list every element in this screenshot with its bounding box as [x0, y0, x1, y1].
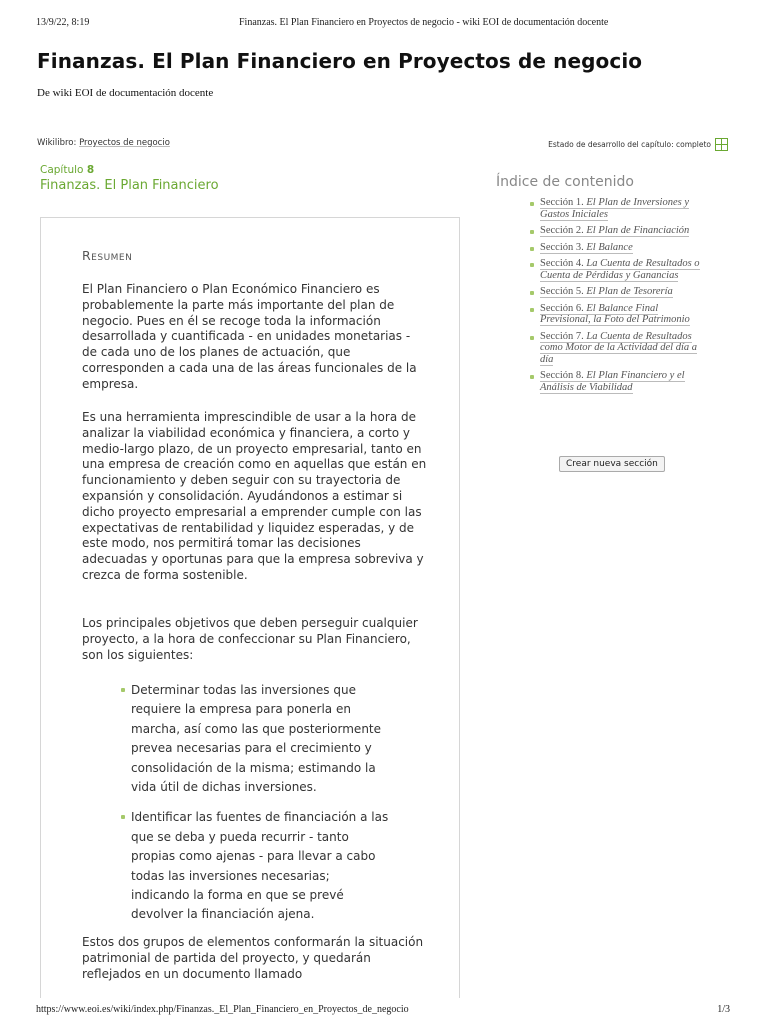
- objective-text: Determinar todas las inversiones que requiere la empresa para ponerla en marcha, así como las que posteriormente prevea necesarias para el crecimiento y consolidación de la misma; estimando la vida útil de dichas inversiones.: [131, 683, 382, 795]
- toc-item-number: Sección 1.: [540, 197, 584, 208]
- chapter-status-text: Estado de desarrollo del capítulo: completo: [548, 140, 711, 149]
- toc-item-8[interactable]: [527, 370, 702, 393]
- bullet-icon: [530, 230, 534, 234]
- toc-item-name: El Plan de Financiación: [586, 225, 690, 236]
- page-title: Finanzas. El Plan Financiero en Proyectos de negocio: [37, 49, 643, 73]
- grid-icon: [715, 138, 728, 151]
- bullet-icon: [530, 263, 534, 267]
- toc-item-4[interactable]: [527, 258, 702, 281]
- bullet-icon: [530, 375, 534, 379]
- bullet-icon: [530, 247, 534, 251]
- toc-item-6[interactable]: [527, 303, 702, 326]
- site-subtitle: De wiki EOI de documentación docente: [37, 87, 214, 99]
- chapter-label-text: Capítulo: [40, 164, 84, 176]
- page-counter: 1/3: [717, 1004, 730, 1015]
- objective-item: [119, 808, 389, 924]
- objective-text: Identificar las fuentes de financiación a las que se deba y pueda recurrir - tanto propias como ajenas - para llevar a cabo todas las inversiones necesarias; indicando la forma en que se prevé devolver la financiación ajena.: [131, 810, 389, 922]
- bullet-icon: [530, 308, 534, 312]
- chapter-title: Finanzas. El Plan Financiero: [40, 178, 219, 193]
- breadcrumb-link[interactable]: Proyectos de negocio: [79, 138, 170, 148]
- print-doc-title: Finanzas. El Plan Financiero en Proyectos de negocio - wiki EOI de documentación docente: [239, 17, 609, 28]
- bullet-icon: [530, 202, 534, 206]
- toc-item-5[interactable]: [527, 286, 702, 298]
- toc-list: [527, 197, 702, 398]
- toc-item-7[interactable]: [527, 331, 702, 366]
- print-date: 13/9/22, 8:19: [36, 17, 90, 28]
- bullet-icon: [121, 688, 125, 692]
- print-url: https://www.eoi.es/wiki/index.php/Finanzas._El_Plan_Financiero_en_Proyectos_de_negocio: [36, 1004, 409, 1015]
- toc-item-number: Sección 7.: [540, 330, 584, 342]
- toc-item-name: El Plan Financiero y el Análisis de Viabilidad: [540, 370, 685, 393]
- chapter-status: [548, 138, 728, 151]
- summary-heading: Resumen: [82, 248, 133, 263]
- objectives-list: [119, 681, 389, 936]
- toc-item-1[interactable]: [527, 197, 702, 220]
- breadcrumb-label: Wikilibro:: [37, 138, 77, 148]
- summary-paragraph-4: Estos dos grupos de elementos conformarán la situación patrimonial de partida del proyecto, y quedarán reflejados en un documento llamado: [82, 935, 424, 981]
- toc-item-3[interactable]: [527, 242, 702, 254]
- bullet-icon: [530, 291, 534, 295]
- bullet-icon: [121, 815, 125, 819]
- chapter-number: 8: [86, 164, 95, 176]
- toc-item-number: Sección 2.: [540, 225, 584, 236]
- toc-item-number: Sección 8.: [540, 370, 584, 381]
- summary-box: [40, 217, 460, 998]
- toc-item-number: Sección 3.: [540, 241, 584, 253]
- toc-item-name: El Plan de Tesorería: [586, 286, 673, 297]
- toc-item-number: Sección 5.: [540, 286, 584, 297]
- toc-item-2[interactable]: [527, 225, 702, 237]
- toc-item-number: Sección 6.: [540, 302, 584, 314]
- toc-item-name: El Balance Final Previsional, la Foto del Patrimonio: [540, 302, 690, 325]
- breadcrumb: [37, 138, 170, 148]
- summary-paragraph-3: Los principales objetivos que deben perseguir cualquier proyecto, a la hora de confeccionar su Plan Financiero, son los siguientes:: [82, 616, 418, 662]
- toc-item-number: Sección 4.: [540, 258, 584, 269]
- toc-item-name: El Balance: [586, 241, 633, 253]
- create-section-button[interactable]: Crear nueva sección: [559, 456, 665, 472]
- summary-paragraph-2: Es una herramienta imprescindible de usar a la hora de analizar la viabilidad económica y financiera, a corto y medio-largo plazo, de un proyecto empresarial, tanto en una empresa de creación como en aquellas que están en funcionamiento y deben seguir con su trayectoria de expansión y consolidación. Ayudándonos a estimar si dicho proyecto empresarial a emprender cumple con las expectativas de rentabilidad y liquidez esperadas, y de este modo, nos permitirá tomar las decisiones adecuadas y oportunas para que la empresa sobreviva y crezca de forma sostenible.: [82, 410, 427, 582]
- bullet-icon: [530, 336, 534, 340]
- toc-title: Índice de contenido: [496, 174, 634, 190]
- summary-paragraph-1: El Plan Financiero o Plan Económico Financiero es probablemente la parte más importante del plan de negocio. Pues en él se recoge toda la información desarrollada y cuantificada - en unidades monetarias - de cada uno de los planes de actuación, que corresponden a cada una de las áreas funcionales de la empresa.: [82, 282, 417, 391]
- toc-item-name: La Cuenta de Resultados como Motor de la Actividad del día a día: [540, 330, 697, 365]
- toc-item-name: El Plan de Inversiones y Gastos Iniciales: [540, 197, 690, 220]
- toc-item-name: La Cuenta de Resultados o Cuenta de Pérdidas y Ganancias: [540, 258, 700, 281]
- objective-item: [119, 681, 389, 797]
- chapter-label: [40, 164, 94, 176]
